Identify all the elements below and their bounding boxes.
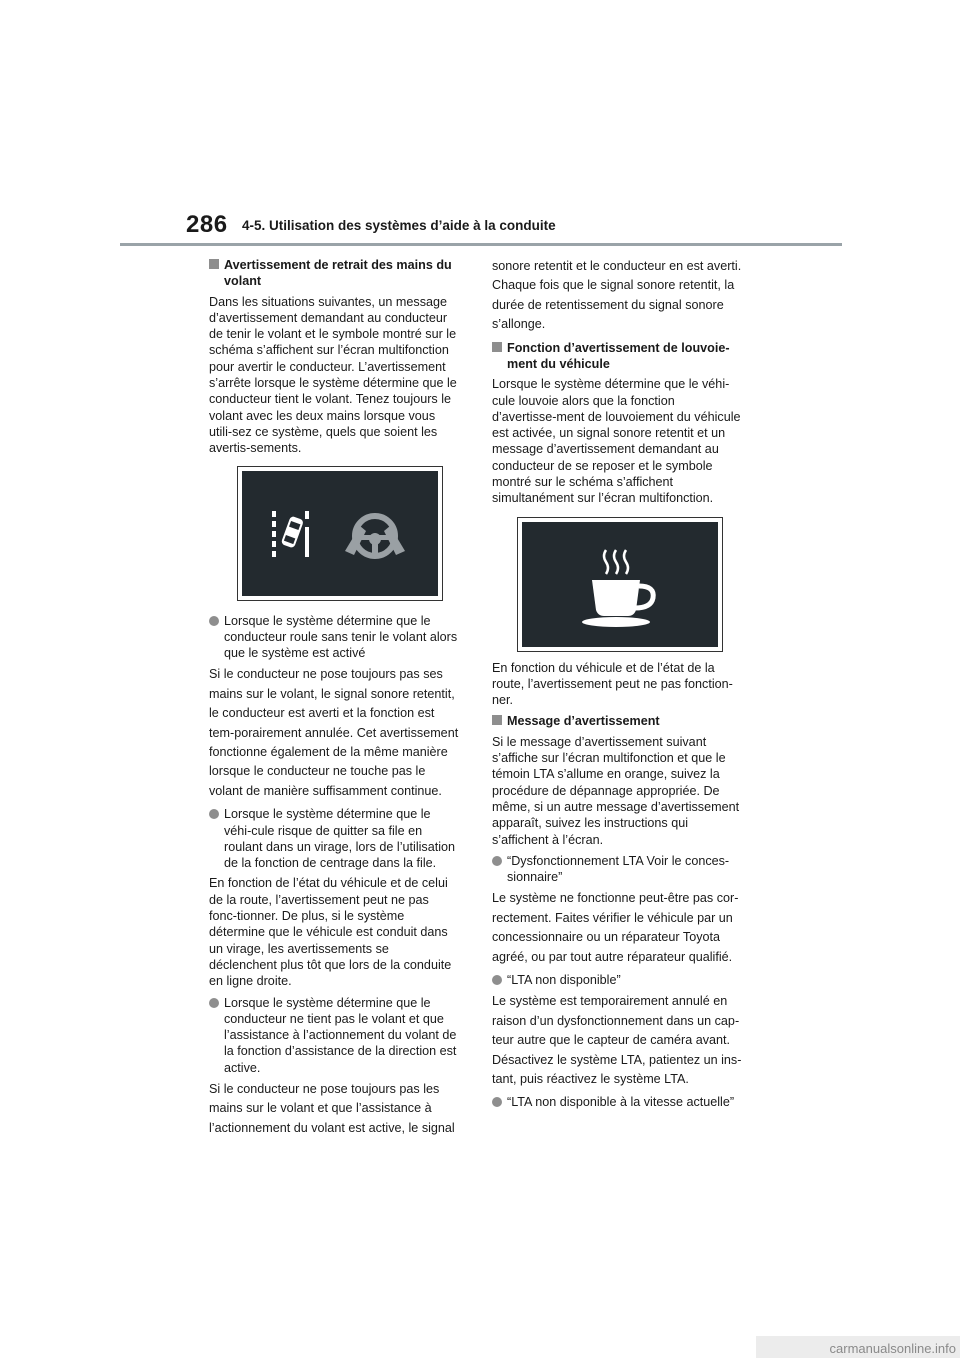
watermark: carmanualsonline.info: [829, 1341, 956, 1356]
square-bullet-icon: [492, 342, 502, 352]
figure-hands-off-warning: [237, 466, 443, 601]
bullet-item: “LTA non disponible à la vitesse actuelle”: [492, 1094, 742, 1110]
figure1-graphics: [242, 471, 438, 596]
round-bullet-icon: [492, 856, 502, 866]
heading-weaving-warning: Fonction d’avertissement de louvoie-ment du véhicule: [492, 340, 742, 373]
square-bullet-icon: [209, 259, 219, 269]
round-bullet-icon: [209, 809, 219, 819]
paragraph: Le système est temporairement annulé en raison d’un dysfonctionnement dans un cap-teur autre que le capteur de caméra avant. Désactivez le système LTA, patientez un ins-tant, puis réactivez le système LTA.: [492, 994, 742, 1086]
paragraph: En fonction de l’état du véhicule et de celui de la route, l’avertissement peut ne pas fonc-tionner. De plus, si le système détermine que le véhicule est conduit dans un virage, les avertissements se déclenchent plus tôt que lors de la conduite en ligne droite.: [209, 876, 452, 989]
figure2-graphics: [522, 522, 718, 647]
bullet-item: “Dysfonctionnement LTA Voir le conces-sionnaire”: [492, 853, 742, 886]
bullet-item: “LTA non disponible”: [492, 972, 742, 988]
paragraph: Si le message d’avertissement suivant s’affiche sur l’écran multifonction et que le témoin LTA s’allume en orange, suivez la procédure de dépannage appropriée. De même, si un autre message d’avertissement apparaît, suivez les instructions qui s’affichent à l’écran.: [492, 734, 740, 847]
heading-hands-off-warning: Avertissement de retrait des mains du volant: [209, 257, 459, 290]
round-bullet-icon: [492, 975, 502, 985]
display-screen: [522, 522, 718, 647]
bullet-item: Lorsque le système détermine que le véhi-cule risque de quitter sa file en roulant dans un virage, lors de l’utilisation de la fonction de centrage dans la file.: [209, 806, 459, 871]
header-divider: [120, 243, 842, 246]
heading-warning-message: Message d’avertissement: [492, 713, 742, 729]
figure-weaving-warning: [517, 517, 723, 652]
paragraph: En fonction du véhicule et de l’état de la route, l’avertissement peut ne pas fonction-ner.: [492, 660, 733, 708]
lane-departure-icon: [272, 511, 309, 557]
hands-on-wheel-icon: [345, 516, 405, 556]
paragraph: Dans les situations suivantes, un message d’avertissement demandant au conducteur de tenir le volant et le symbole montré sur le schéma s’affichent sur l’écran multifonction pour avertir le conducteur. L’avertissement s’arrête lorsque le système détermine que le conducteur tient le volant. Tenez toujours le volant avec les deux mains lorsque vous utili-sez ce système, quels que soient les avertis-sements.: [209, 294, 457, 456]
page-number: 286: [186, 211, 228, 238]
right-column: [492, 257, 742, 1115]
square-bullet-icon: [492, 715, 502, 725]
paragraph: sonore retentit et le conducteur en est averti. Chaque fois que le signal sonore retentit, la durée de retentissement du signal sonore s’allonge.: [492, 259, 742, 332]
round-bullet-icon: [492, 1097, 502, 1107]
paragraph: Le système ne fonctionne peut-être pas cor-rectement. Faites vérifier le véhicule par un concessionnaire ou un réparateur Toyota agréé, ou par tout autre réparateur qualifié.: [492, 891, 739, 964]
round-bullet-icon: [209, 616, 219, 626]
paragraph: Si le conducteur ne pose toujours pas les mains sur le volant et que l’assistance à l’actionnement du volant est active, le signal: [209, 1082, 455, 1135]
display-screen: [242, 471, 438, 596]
bullet-item: Lorsque le système détermine que le conducteur ne tient pas le volant et que l’assistance à l’actionnement du volant de la fonction d’assistance de la direction est active.: [209, 995, 459, 1076]
left-column: [209, 257, 459, 1143]
round-bullet-icon: [209, 998, 219, 1008]
coffee-cup-icon: [582, 550, 653, 627]
section-title: 4-5. Utilisation des systèmes d’aide à la conduite: [242, 218, 556, 233]
paragraph: Si le conducteur ne pose toujours pas ses mains sur le volant, le signal sonore retentit, le conducteur est averti et la fonction est tem-porairement annulée. Cet avertissement fonctionne également de la même manière lorsque le conducteur ne touche pas le volant de manière suffisamment continue.: [209, 667, 459, 798]
paragraph: Lorsque le système détermine que le véhi-cule louvoie alors que la fonction d’avertisse-ment de louvoiement du véhicule est activée, un signal sonore retentit et un message d’avertissement demandant au conducteur de se reposer et le symbole montré sur le schéma s’affichent simultanément sur l’écran multifonction.: [492, 377, 741, 506]
bullet-item: Lorsque le système détermine que le conducteur roule sans tenir le volant alors que le système est activé: [209, 613, 459, 662]
